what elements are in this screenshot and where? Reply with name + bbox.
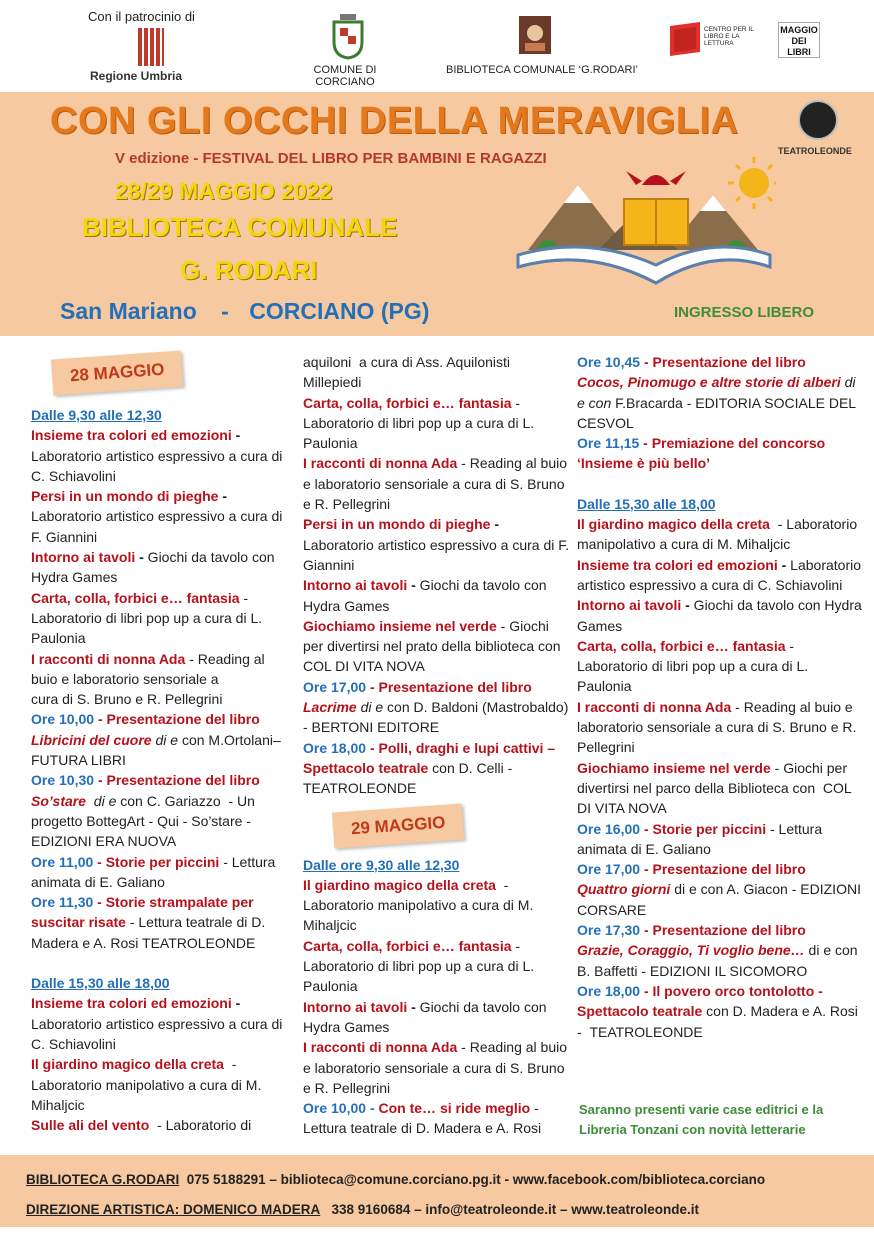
place-line: [60, 298, 429, 325]
footer-line-direction: [26, 1202, 699, 1217]
centro-label: CENTRO PER IL LIBRO E LA LETTURA: [704, 26, 754, 47]
teatroleonde-label: TEATROLEONDE: [778, 146, 852, 156]
comune-crest-icon: [328, 12, 368, 60]
place-corciano: CORCIANO (PG): [249, 298, 430, 324]
reading-girl-illustration: [508, 155, 776, 305]
free-entry-label: INGRESSO LIBERO: [674, 304, 815, 321]
centro-libro-logo: [668, 22, 702, 58]
regione-umbria-logo: [138, 28, 164, 66]
day-tag-29: 29 MAGGIO: [332, 803, 465, 848]
comune-label: COMUNE DI CORCIANO: [313, 64, 377, 88]
place-san-mariano: San Mariano: [60, 298, 197, 324]
footer-line-library: [26, 1172, 765, 1187]
festival-title: CON GLI OCCHI DELLA MERAVIGLIA: [50, 100, 739, 142]
festival-date: 28/29 MAGGIO 2022: [115, 178, 333, 204]
publishers-note: Saranno presenti varie case editrici e la Libreria Tonzani con novità letterarie: [579, 1102, 824, 1137]
venue-line-2: G. RODARI: [180, 255, 318, 285]
footer-library-contacts: 075 5188291 – biblioteca@comune.corciano.pg.it - www.facebook.com/biblioteca.corciano: [186, 1172, 766, 1187]
maggio-libri-logo: MAGGIO DEI LIBRI: [778, 22, 820, 58]
program-column-3: Ore 10,45 - Presentazione del libro Cocos, Pinomugo e altre storie di alberi di e con F.Bracarda - EDITORIA SOCIALE DEL CESVOL Ore 11,15 - Premiazione del concorso ‘Insieme è più bello’ Dalle 15,30 alle 18,00 Il giardino magico della creta - Laboratorio manipolativo a cura di M. Mihaljcic Insieme tra colori ed emozioni - Laboratorio artistico espressivo a cura di C. Schiavolini Intorno ai tavoli - Giochi da tavolo con Hydra Games Carta, colla, forbici e… fantasia - Laboratorio di libri pop up a cura di L. Paulonia I racconti di nonna Ada - Reading al buio e laboratorio sensoriale a cura di S. Bruno e R. Pellegrini Giochiamo insieme nel verde - Giochi per divertirsi nel parco della Biblioteca con COL DI VITA NOVA Ore 16,00 - Storie per piccini - Lettura animata di E. Galiano Ore 17,00 - Presentazione del libro Quattro giorni di e con A. Giacon - EDIZIONI CORSARE Ore 17,30 - Presentazione del libro Grazie, Coraggio, Ti voglio bene… di e con B. Baffetti - EDIZIONI IL SICOMORO Ore 18,00 - Il povero orco tontolotto - Spettacolo teatrale con D. Madera e A. Rosi - TEATROLEONDE: [577, 354, 862, 1040]
patronage-label: Con il patrocinio di: [88, 9, 195, 24]
biblioteca-logo: [519, 16, 551, 54]
venue-line-1: BIBLIOTECA COMUNALE: [82, 212, 398, 242]
footer-library-label: BIBLIOTECA G.RODARI: [26, 1172, 180, 1187]
festival-subtitle: V edizione - FESTIVAL DEL LIBRO PER BAMBINI E RAGAZZI: [115, 150, 547, 167]
biblioteca-label: BIBLIOTECA COMUNALE ‘G.RODARI’: [446, 64, 638, 76]
program-column-1: Dalle 9,30 alle 12,30 Insieme tra colori ed emozioni - Laboratorio artistico espressivo a cura di C. Schiavolini Persi in un mondo di pieghe - Laboratorio artistico espressivo a cura di F. Giannini Intorno ai tavoli - Giochi da tavolo con Hydra Games Carta, colla, forbici e… fantasia - Laboratorio di libri pop up a cura di L. Paulonia I racconti di nonna Ada - Reading al buio e laboratorio sensoriale a cura di S. Bruno e R. Pellegrini Ore 10,00 - Presentazione del libro Libricini del cuore di e con M.Ortolani– FUTURA LIBRI Ore 10,30 - Presentazione del libro So’stare di e con C. Gariazzo - Un progetto BottegArt - Qui - So’stare - EDIZIONI ERA NUOVA Ore 11,00 - Storie per piccini - Lettura animata di E. Galiano Ore 11,30 - Storie strampalate per suscitar risate - Lettura teatrale di D. Madera e A. Rosi TEATROLEONDE Dalle 15,30 alle 18,00 Insieme tra colori ed emozioni - Laboratorio artistico espressivo a cura di C. Schiavolini Il giardino magico della creta - Laboratorio manipolativo a cura di M. Mihaljcic Sulle ali del vento - Laboratorio di: [31, 407, 283, 1134]
regione-label: Regione Umbria: [90, 69, 183, 83]
day-tag-28: 28 MAGGIO: [51, 350, 184, 395]
footer-direction-label: DIREZIONE ARTISTICA: DOMENICO MADERA: [26, 1202, 321, 1217]
teatroleonde-logo: [798, 100, 838, 140]
footer-direction-contacts: 338 9160684 – info@teatroleonde.it – www.teatroleonde.it: [331, 1202, 700, 1217]
program-column-2: aquiloni a cura di Ass. Aquilonisti Millepiedi Carta, colla, forbici e… fantasia - Laboratorio di libri pop up a cura di L. Paulonia I racconti di nonna Ada - Reading al buio e laboratorio sensoriale a cura di S. Bruno e R. Pellegrini Persi in un mondo di pieghe - Laboratorio artistico espressivo a cura di F. Giannini Intorno ai tavoli - Giochi da tavolo con Hydra Games Giochiamo insieme nel verde - Giochi per divertirsi nel prato della biblioteca con COL DI VITA NOVA Ore 17,00 - Presentazione del libro Lacrime di e con D. Baldoni (Mastrobaldo) - BERTONI EDITORE Ore 18,00 - Polli, draghi e lupi cattivi – Spettacolo teatrale con D. Celli - TEATROLEONDE Dalle ore 9,30 alle 12,30 Il giardino magico della creta - Laboratorio manipolativo a cura di M. Mihaljcic Carta, colla, forbici e… fantasia - Laboratorio di libri pop up a cura di L. Paulonia Intorno ai tavoli - Giochi da tavolo con Hydra Games I racconti di nonna Ada - Reading al buio e laboratorio sensoriale a cura di S. Bruno e R. Pellegrini Ore 10,00 - Con te… si ride meglio - Lettura teatrale di D. Madera e A. Rosi: [303, 354, 570, 1137]
place-dash: -: [221, 298, 229, 324]
